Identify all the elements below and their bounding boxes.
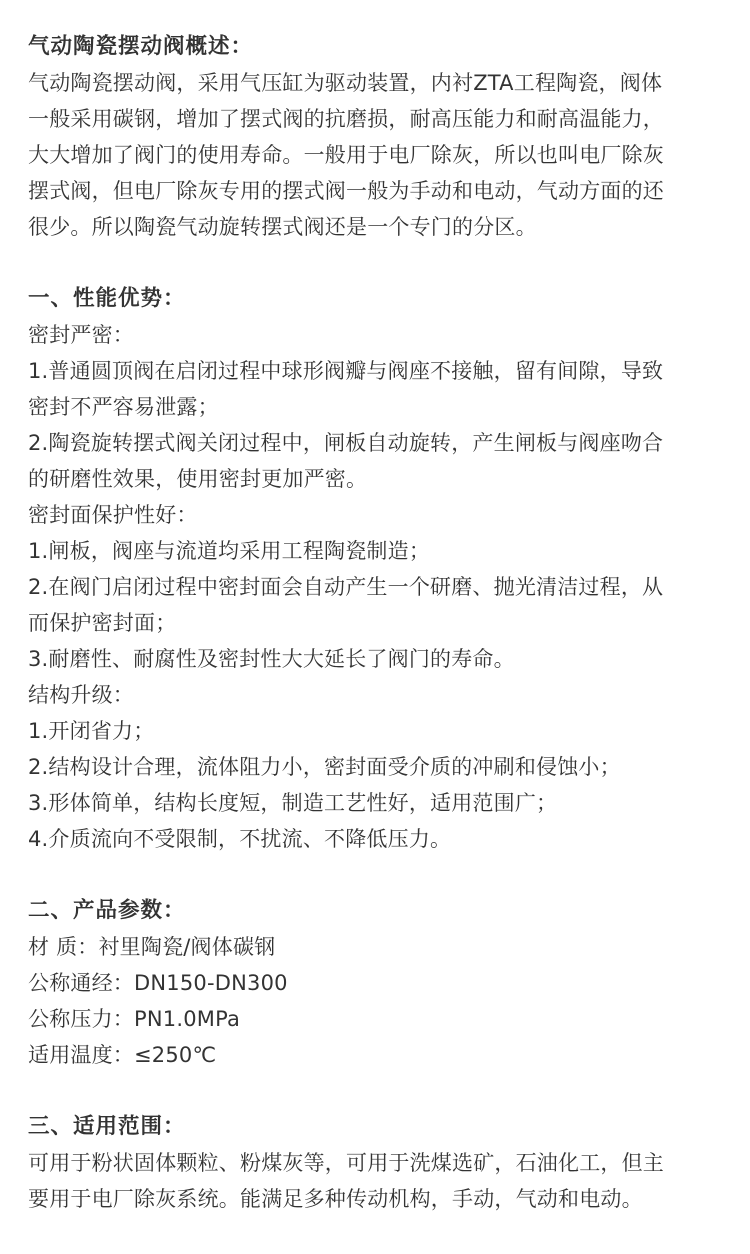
advantages-line: 的研磨性效果，使用密封更加严密。	[28, 467, 368, 491]
overview-heading: 气动陶瓷摆动阀概述：	[28, 34, 254, 59]
scope-heading: 三、适用范围：	[28, 1114, 186, 1139]
section-spacer	[28, 1073, 728, 1109]
overview-line: 气动陶瓷摆动阀，采用气压缸为驱动装置，内衬ZTA工程陶瓷，阀体	[28, 71, 663, 95]
advantages-line: 2.结构设计合理，流体阻力小，密封面受介质的冲刷和侵蚀小；	[28, 755, 621, 779]
advantages-line: 1.普通圆顶阀在启闭过程中球形阀瓣与阀座不接触，留有间隙，导致	[28, 359, 664, 383]
advantages-line: 1.闸板，阀座与流道均采用工程陶瓷制造；	[28, 539, 431, 563]
advantages-line: 1.开闭省力；	[28, 719, 155, 743]
scope-section	[28, 1109, 728, 1217]
overview-line: 一般采用碳钢，增加了摆式阀的抗磨损，耐高压能力和耐高温能力，	[28, 107, 664, 131]
scope-line: 要用于电厂除灰系统。能满足多种传动机构，手动，气动和电动。	[28, 1187, 643, 1211]
parameters-section	[28, 893, 728, 1073]
advantages-line: 2.在阀门启闭过程中密封面会自动产生一个研磨、抛光清洁过程，从	[28, 575, 664, 599]
parameter-nominal-diameter: 公称通经：DN150-DN300	[28, 971, 288, 995]
parameter-material: 材 质：衬里陶瓷/阀体碳钢	[28, 935, 276, 959]
parameter-temperature: 适用温度：≤250℃	[28, 1043, 217, 1067]
overview-section	[28, 29, 728, 245]
advantages-line: 3.耐磨性、耐腐性及密封性大大延长了阀门的寿命。	[28, 647, 515, 671]
overview-line: 很少。所以陶瓷气动旋转摆式阀还是一个专门的分区。	[28, 215, 537, 239]
advantages-subheading-sealing: 密封严密：	[28, 323, 134, 347]
advantages-line: 4.介质流向不受限制，不扰流、不降低压力。	[28, 827, 452, 851]
advantages-section	[28, 281, 728, 857]
parameter-nominal-pressure: 公称压力：PN1.0MPa	[28, 1007, 241, 1031]
advantages-line: 密封不严容易泄露；	[28, 395, 219, 419]
section-spacer	[28, 857, 728, 893]
overview-line: 摆式阀，但电厂除灰专用的摆式阀一般为手动和电动，气动方面的还	[28, 179, 664, 203]
parameters-heading: 二、产品参数：	[28, 898, 186, 923]
advantages-line: 2.陶瓷旋转摆式阀关闭过程中，闸板自动旋转，产生闸板与阀座吻合	[28, 431, 664, 455]
advantages-heading: 一、性能优势：	[28, 286, 186, 311]
advantages-subheading-protection: 密封面保护性好：	[28, 503, 198, 527]
advantages-subheading-structure: 结构升级：	[28, 683, 134, 707]
overview-line: 大大增加了阀门的使用寿命。一般用于电厂除灰，所以也叫电厂除灰	[28, 143, 664, 167]
scope-line: 可用于粉状固体颗粒、粉煤灰等，可用于洗煤选矿，石油化工，但主	[28, 1151, 664, 1175]
section-spacer	[28, 245, 728, 281]
advantages-line: 而保护密封面；	[28, 611, 177, 635]
advantages-line: 3.形体简单，结构长度短，制造工艺性好，适用范围广；	[28, 791, 558, 815]
